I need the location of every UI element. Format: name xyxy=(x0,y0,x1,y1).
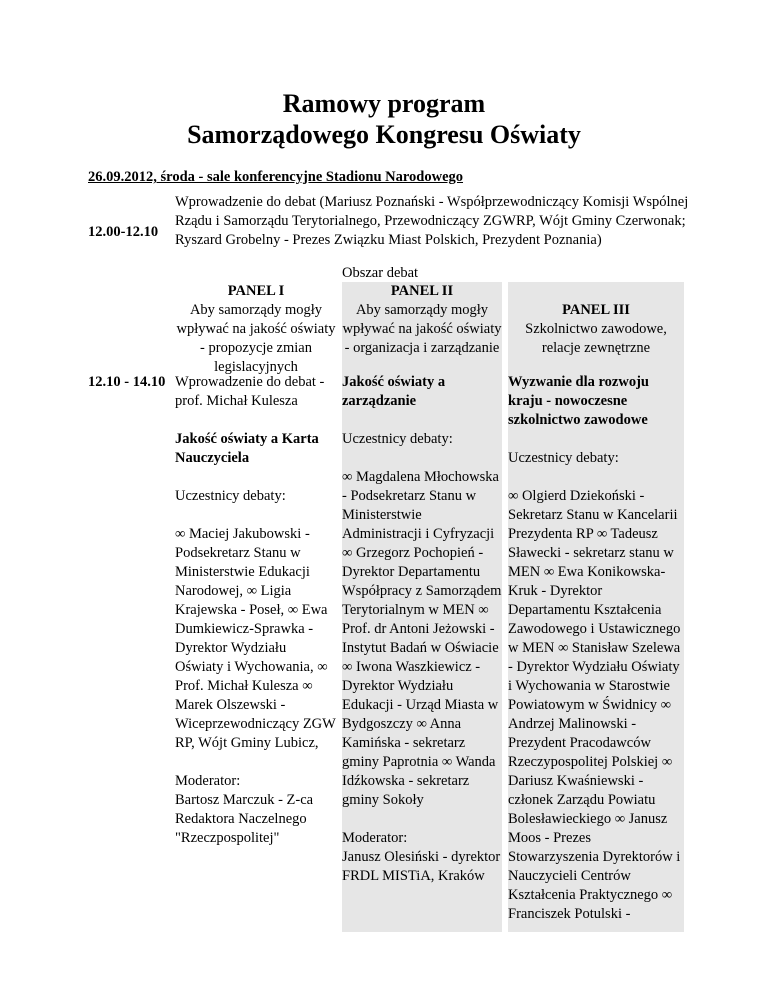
panel-2-participants: ∞ Magdalena Młochowska - Podsekretarz Stanu w Ministerstwie Administracji i Cyfryzacji ∞ Grzegorz Pochopień - Dyrektor Departamentu Współpracy z Samorządem Terytorialnym w MEN ∞ Prof. dr Antoni Jeżowski - Instytut Badań w Oświacie ∞ Iwona Waszkiewicz - Dyrektor Wydziału Edukacji - Urząd Miasta w Bydgoszczy ∞ Anna Kamińska - sekretarz gminy Paprotnia ∞ Wanda Idźkowska - sekretarz gminy Sokoły xyxy=(342,469,502,808)
date-line: 26.09.2012, środa - sale konferencyjne Stadionu Narodowego xyxy=(88,169,464,185)
panel-1-name: PANEL I xyxy=(227,283,285,299)
session1-text: Wprowadzenie do debat (Mariusz Poznański - Współprzewodniczący Komisji Wspólnej Rządu i Samorządu Terytorialnego, Przewodniczący ZGWRP, Wójt Gminy Czerwonak; Ryszard Grobelny - Prezes Związku Miast Polskich, Prezydent Poznania) xyxy=(175,194,689,248)
panel-3-participants: ∞ Olgierd Dziekoński - Sekretarz Stanu w Kancelarii Prezydenta RP ∞ Tadeusz Sławecki - sekretarz stanu w MEN ∞ Ewa Konikowska-Kruk - Dyrektor Departamentu Kształcenia Zawodowego i Ustawicznego w MEN ∞ Stanisław Szelewa - Dyrektor Wydziału Oświaty i Wychowania w Starostwie Powiatowym w Świdnicy ∞ Andrzej Malinowski - Prezydent Pracodawców Rzeczypospolitej Polskiej ∞ Dariusz Kwaśniewski - członek Zarządu Powiatu Bolesławieckiego ∞ Janusz Moos - Prezes Stowarzyszenia Dyrektorów i Nauczycieli Centrów Kształcenia Praktycznego ∞ Franciszek Potulski - xyxy=(508,488,681,922)
panel-2-header xyxy=(342,282,502,366)
document-title-line-1: Ramowy program xyxy=(282,89,486,118)
panel-1-moderator: Bartosz Marczuk - Z-ca Redaktora Naczelnego "Rzeczpospolitej" xyxy=(175,792,314,846)
panel-1-intro: Wprowadzenie do debat - prof. Michał Kulesza xyxy=(175,374,325,409)
panel-3-topic: Wyzwanie dla rozwoju kraju - nowoczesne szkolnictwo zawodowe xyxy=(508,374,649,428)
panel-3-subtitle: Szkolnictwo zawodowe, relacje zewnętrzne xyxy=(525,321,667,356)
panel-1-topic: Jakość oświaty a Karta Nauczyciela xyxy=(175,431,319,466)
panel-1-column xyxy=(175,282,337,848)
session2-time: 12.10 - 14.10 xyxy=(88,374,166,390)
panel-3-participants-label: Uczestnicy debaty: xyxy=(508,450,619,466)
panel-1-participants: ∞ Maciej Jakubowski - Podsekretarz Stanu w Ministerstwie Edukacji Narodowej, ∞ Ligia Krajewska - Poseł, ∞ Ewa Dumkiewicz-Sprawka - Dyrektor Wydziału Oświaty i Wychowania, ∞ Prof. Michał Kulesza ∞ Marek Olszewski - Wiceprzewodniczący ZGW RP, Wójt Gminy Lubicz, xyxy=(175,526,336,751)
panel-3-header xyxy=(508,282,684,366)
obszar-debat-label: Obszar debat xyxy=(342,265,419,281)
session1-time: 12.00-12.10 xyxy=(88,224,159,240)
panel-3-column xyxy=(508,282,684,932)
panel-3-name: PANEL III xyxy=(562,302,630,318)
panel-2-subtitle: Aby samorządy mogły wpływać na jakość oświaty - organizacja i zarządzanie xyxy=(342,302,502,356)
panel-2-column xyxy=(342,282,502,932)
panel-2-topic: Jakość oświaty a zarządzanie xyxy=(342,374,446,409)
panel-2-name: PANEL II xyxy=(390,283,454,299)
panel-1-header xyxy=(175,282,337,375)
panel-1-moderator-label: Moderator: xyxy=(175,773,241,789)
panel-1-subtitle: Aby samorządy mogły wpływać na jakość oświaty - propozycje zmian legislacyjnych xyxy=(176,302,336,375)
document-title-line-2: Samorządowego Kongresu Oświaty xyxy=(187,120,581,149)
panel-2-moderator-label: Moderator: xyxy=(342,830,408,846)
panel-2-moderator: Janusz Olesiński - dyrektor FRDL MISTiA, Kraków xyxy=(342,849,501,884)
panel-2-participants-label: Uczestnicy debaty: xyxy=(342,431,453,447)
panel-1-participants-label: Uczestnicy debaty: xyxy=(175,488,286,504)
